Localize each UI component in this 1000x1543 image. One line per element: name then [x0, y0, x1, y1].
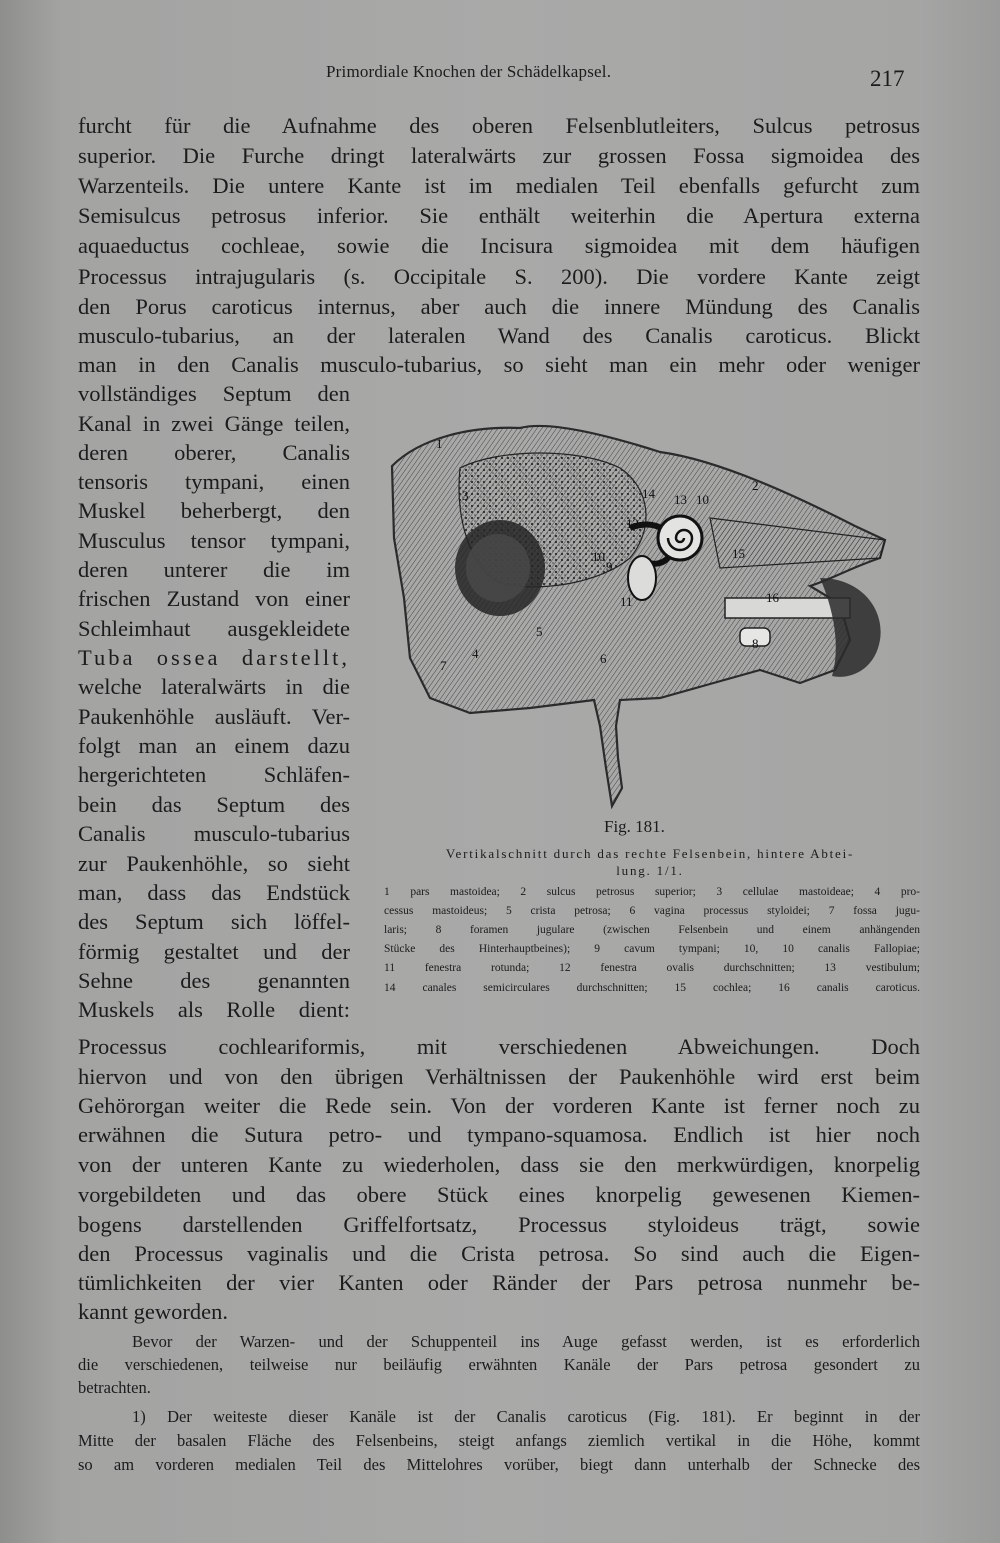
body-line: welche lateralwärts in die — [78, 674, 350, 699]
body-line: förmig gestaltet und der — [78, 939, 350, 964]
label-7: 7 — [440, 658, 447, 673]
body-line: tensoris tympani, einen — [78, 469, 350, 494]
label-2: 2 — [752, 478, 759, 493]
body-line: man, dass das Endstück — [78, 880, 350, 905]
small-print-line: die verschiedenen, teilweise nur beiläufig erwähnten Kanäle der Pars petrosa gesondert zu — [78, 1355, 920, 1374]
body-line: Processus cochleariformis, mit verschiedenen Abweichungen. Doch — [78, 1034, 920, 1059]
body-line: den Porus caroticus internus, aber auch die innere Mündung des Canalis — [78, 294, 920, 319]
small-print-line: 1) Der weiteste dieser Kanäle ist der Canalis caroticus (Fig. 181). Er beginnt in der — [132, 1407, 920, 1426]
body-line: bein das Septum des — [78, 792, 350, 817]
body-line: Warzenteils. Die untere Kante ist im medialen Teil ebenfalls gefurcht zum — [78, 173, 920, 198]
figure-legend-line: 11 fenestra rotunda; 12 fenestra ovalis durchschnitten; 13 vestibulum; — [384, 962, 920, 974]
figure-legend-line: cessus mastoideus; 5 crista petrosa; 6 vagina processus styloidei; 7 fossa jugu- — [384, 905, 920, 917]
body-line: deren unterer die im — [78, 557, 350, 582]
body-line: bogens darstellenden Griffelfortsatz, Processus styloideus trägt, sowie — [78, 1212, 920, 1237]
small-print-line: Mitte der basalen Fläche des Felsenbeins, steigt anfangs ziemlich vertikal in die Höhe, kommt — [78, 1431, 920, 1450]
label-4: 4 — [472, 646, 479, 661]
figure-legend-line: laris; 8 foramen jugulare (zwischen Felsenbein und einem anhängenden — [384, 924, 920, 936]
page-header — [0, 62, 1000, 92]
label-14: 14 — [642, 486, 655, 501]
label-10b: 10 — [696, 492, 709, 507]
body-line: Semisulcus petrosus inferior. Sie enthält weiterhin die Apertura externa — [78, 203, 920, 228]
small-print-line: so am vorderen medialen Teil des Mittelohres vorüber, biegt dann unterhalb der Schnecke des — [78, 1455, 920, 1474]
body-line: Processus intrajugularis (s. Occipitale S. 200). Die vordere Kante zeigt — [78, 264, 920, 289]
body-line: Sehne des genannten — [78, 968, 350, 993]
running-head: Primordiale Knochen der Schädelkapsel. — [326, 62, 612, 81]
label-9: 9 — [606, 559, 613, 574]
label-1: 1 — [436, 436, 443, 451]
figure-legend-line: 1 pars mastoidea; 2 sulcus petrosus superior; 3 cellulae mastoideae; 4 pro- — [384, 886, 920, 898]
body-line: Canalis musculo-tubarius — [78, 821, 350, 846]
body-line: zur Paukenhöhle, so sieht — [78, 851, 350, 876]
body-line: frischen Zustand von einer — [78, 586, 350, 611]
body-line: folgt man an einem dazu — [78, 733, 350, 758]
label-5: 5 — [536, 624, 543, 639]
body-line: musculo-tubarius, an der lateralen Wand des Canalis caroticus. Blickt — [78, 323, 920, 348]
label-8: 8 — [752, 636, 759, 651]
body-line: von der unteren Kante zu wiederholen, dass sie den merkwürdigen, knorpelig — [78, 1152, 920, 1177]
figure-legend-line: 14 canales semicirculares durchschnitten; 15 cochlea; 16 canalis caroticus. — [384, 982, 920, 994]
figure-181 — [380, 408, 920, 818]
body-line: vorgebildeten und das obere Stück eines knorpelig gewesenen Kiemen- — [78, 1182, 920, 1207]
body-line: deren oberer, Canalis — [78, 440, 350, 465]
body-line: hiervon und von den übrigen Verhältnissen der Paukenhöhle wird erst beim — [78, 1064, 920, 1089]
label-16: 16 — [766, 590, 779, 605]
body-line: tümlichkeiten der vier Kanten oder Ränder der Pars petrosa nunmehr be- — [78, 1270, 920, 1295]
label-11: 11 — [620, 594, 633, 609]
label-10: 10 — [592, 549, 605, 564]
body-line: Musculus tensor tympani, — [78, 528, 350, 553]
petrous-bone-section-illustration — [380, 408, 920, 818]
figure-legend-line: Stücke des Hinterhauptbeines); 9 cavum tympani; 10, 10 canalis Fallopiae; — [384, 943, 920, 955]
body-line: den Processus vaginalis und die Crista petrosa. So sind auch die Eigen- — [78, 1241, 920, 1266]
label-3: 3 — [462, 488, 469, 503]
page-number: 217 — [870, 66, 905, 91]
small-print-line: betrachten. — [78, 1378, 151, 1397]
body-line: man in den Canalis musculo-tubarius, so sieht man ein mehr oder weniger — [78, 352, 920, 377]
body-line: Muskels als Rolle dient: — [78, 997, 350, 1022]
body-line: kannt geworden. — [78, 1299, 228, 1324]
body-line: Schleimhaut ausgekleidete — [78, 616, 350, 641]
body-line: Kanal in zwei Gänge teilen, — [78, 411, 350, 436]
body-line: vollständiges Septum den — [78, 381, 350, 406]
figure-caption: Vertikalschnitt durch das rechte Felsenbein, hintere Abtei- lung. 1/1. — [445, 846, 855, 878]
body-line: furcht für die Aufnahme des oberen Felsenblutleiters, Sulcus petrosus — [78, 113, 920, 138]
body-line: Gehörorgan weiter die Rede sein. Von der vorderen Kante ist ferner noch zu — [78, 1093, 920, 1118]
label-6: 6 — [600, 651, 607, 666]
body-line: Muskel beherbergt, den — [78, 498, 350, 523]
body-line: erwähnen die Sutura petro- und tympano-squamosa. Endlich ist hier noch — [78, 1122, 920, 1147]
small-print-line: Bevor der Warzen- und der Schuppenteil ins Auge gefasst werden, ist es erforderlich — [132, 1332, 920, 1351]
label-12: 12 — [626, 516, 639, 531]
label-13: 13 — [674, 492, 687, 507]
body-line: Paukenhöhle ausläuft. Ver- — [78, 704, 350, 729]
body-line: Tuba ossea darstellt, — [78, 645, 350, 670]
body-line: superior. Die Furche dringt lateralwärts zur grossen Fossa sigmoidea des — [78, 143, 920, 168]
figure-title: Fig. 181. — [604, 817, 665, 836]
body-line: des Septum sich löffel- — [78, 909, 350, 934]
label-15: 15 — [732, 546, 745, 561]
body-line: hergerichteten Schläfen- — [78, 762, 350, 787]
body-line: aquaeductus cochleae, sowie die Incisura sigmoidea mit dem häufigen — [78, 233, 920, 258]
